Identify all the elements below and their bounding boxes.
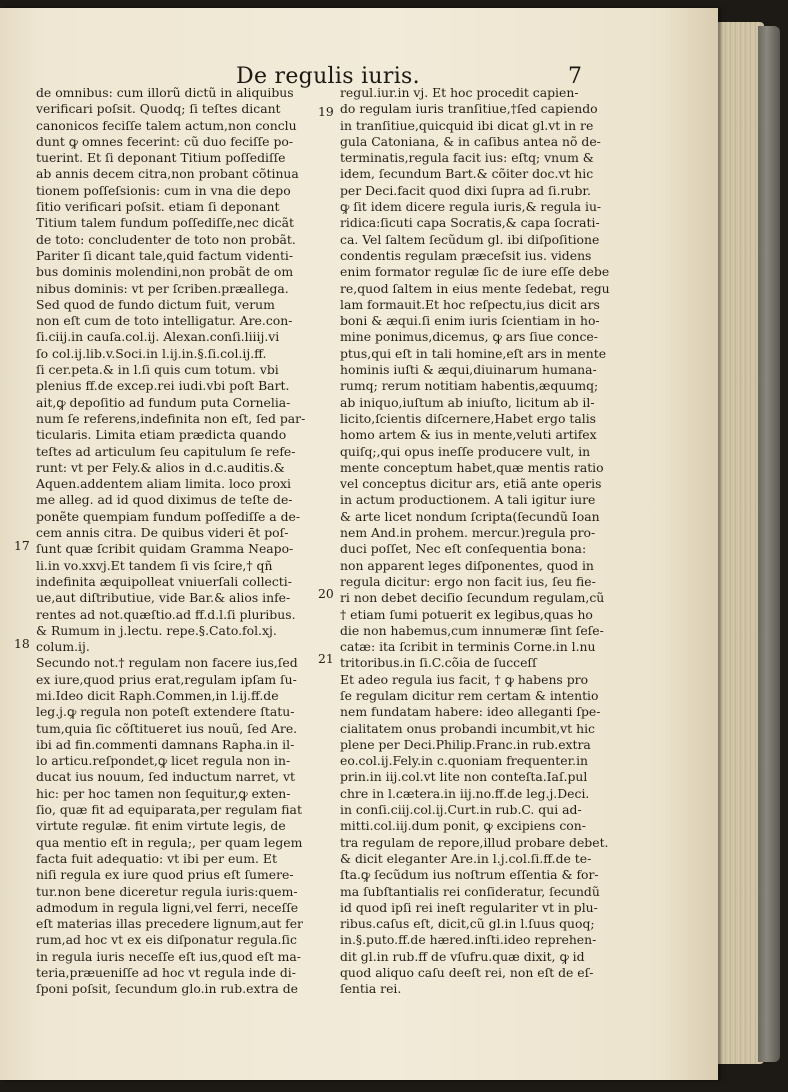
text-line: mi.Ideo dicit Raph.Commen,in l.ij.ff.de	[36, 687, 279, 703]
text-line: facta fuit adequatio: vt ibi per eum. Et	[36, 850, 277, 866]
text-line: & arte licet nondum ſcripta(ſecundũ Ioan	[340, 508, 600, 524]
text-line: tur.non bene diceretur regula iuris:quem-	[36, 883, 298, 899]
text-line: duci poſſet, Nec eſt conſequentia bona:	[340, 541, 587, 557]
text-line: ſunt quæ ſcribit quidam Gramma Neapo-	[36, 541, 294, 557]
text-line: dunt ꝙ omnes fecerint: cũ duo feciſſe po-	[36, 133, 294, 149]
text-line: regul.iur.in vj. Et hoc procedit capien-	[340, 85, 579, 100]
text-line: catæ: ita ſcribit in terminis Corne.in l.nu	[340, 639, 596, 655]
text-line: bus dominis molendini,non probãt de om	[36, 264, 294, 280]
text-line: & Rumum in j.lectu. repe.§.Cato.fol.xj.	[36, 622, 277, 638]
text-line: niſi regula ex iure quod prius eſt ſumere-	[36, 867, 294, 883]
margin-number: 21	[318, 651, 334, 666]
text-line: dit gl.in rub.ff de vſufru.quæ dixit, ꝙ id	[340, 948, 585, 964]
text-line: mente conceptum habet,quæ mentis ratio	[340, 459, 604, 475]
folio-number: 7	[568, 64, 582, 89]
text-line: cem annis citra. De quibus videri ēt poſ-	[36, 525, 289, 541]
text-line: ſta.ꝙ ſecũdum ius noſtrum eſſentia & for-	[340, 867, 599, 883]
margin-number: 20	[318, 586, 334, 601]
text-line: id quod ipſi rei ineſt regulariter vt in plu-	[340, 899, 598, 915]
text-line: ſio, quæ fit ad equiparata,per regulam fiat	[36, 802, 302, 818]
text-line: boni & æqui.ſi enim iuris ſcientiam in ho-	[340, 313, 600, 329]
text-line: lam formauit.Et hoc reſpectu,ius dicit ars	[340, 296, 600, 312]
text-line: ue,aut diſtributiue, vide Bar.& alios infe-	[36, 590, 291, 606]
text-line: nem And.in prohem. mercur.)regula pro-	[340, 525, 596, 541]
book-cover	[758, 26, 780, 1062]
text-line: prin.in iij.col.vt lite non conteſta.Iaſ.pul	[340, 769, 588, 785]
text-line: plene per Deci.Philip.Franc.in rub.extra	[340, 736, 591, 752]
text-line: ab annis decem citra,non probant cõtinua	[36, 166, 299, 182]
text-line: homo artem & ius in mente,veluti artifex	[340, 427, 597, 443]
text-line: ponẽte quempiam fundum poſſediſſe a de-	[36, 508, 301, 524]
text-line: ibi ad fin.commenti damnans Rapha.in il-	[36, 736, 295, 752]
margin-number: 17	[14, 538, 30, 553]
text-line: rumq; rerum notitiam habentis,æquumq;	[340, 378, 599, 394]
text-line: idem, ſecundum Bart.& cõiter doc.vt hic	[340, 166, 594, 182]
text-line: quiſq;,qui opus ineſſe producere vult, in	[340, 443, 591, 459]
text-line: ſponi poſsit, ſecundum glo.in rub.extra de	[36, 981, 298, 997]
text-line: nibus dominis: vt per ſcriben.præallega.	[36, 280, 289, 296]
right-column	[340, 85, 640, 998]
running-title: De regulis iuris.	[236, 64, 420, 89]
text-line: teſtes ad articulum ſeu capitulum ſe refe-	[36, 443, 296, 459]
text-line: in regula iuris neceſſe eſt ius,quod eſt ma-	[36, 948, 301, 964]
text-line: ma ſubſtantialis rei conſideratur, ſecundũ	[340, 883, 600, 899]
text-line: rentes ad not.quæſtio.ad ff.d.l.ſi pluribus.	[36, 606, 296, 622]
text-line: ridica:ſicuti capa Socratis,& capa ſocrati-	[340, 215, 600, 231]
text-line: terminatis,regula facit ius: eſtq; vnum &	[340, 150, 594, 166]
text-line: die non habemus,cum innumeræ ſint ſeſe-	[340, 622, 604, 638]
text-line: per Deci.facit quod dixi ſupra ad ſi.rubr.	[340, 182, 591, 198]
text-line: verificari poſsit. Quodq; ſi teſtes dicant	[36, 101, 281, 117]
text-line: ticularis. Limita etiam prædicta quando	[36, 427, 287, 443]
text-line: eſt materias illas precedere lignum,aut fer	[36, 916, 303, 932]
text-line: colum.ij.	[36, 639, 90, 655]
text-line: tra regulam de repore,illud probare debet.	[340, 834, 609, 850]
text-line: vel conceptus dicitur ars, etiã ante operis	[340, 476, 602, 492]
text-line: Pariter ſi dicant tale,quid factum videnti-	[36, 247, 294, 263]
text-line: condentis regulam præceſsit ius. videns	[340, 247, 592, 263]
text-line: non apparent leges diſponentes, quod in	[340, 557, 594, 573]
text-line: in.§.puto.ff.de hæred.inſti.ideo reprehen-	[340, 932, 597, 948]
text-line: chre in l.cætera.in iij.no.ff.de leg.j.Deci.	[340, 785, 590, 801]
text-line: do regulam iuris tranſitiue,†ſed capiendo	[340, 101, 598, 117]
text-line: enim formator regulæ ſic de iure eſſe debe	[340, 264, 610, 280]
text-line: Sed quod de fundo dictum fuit, verum	[36, 296, 275, 312]
text-line: ait,ꝙ depoſitio ad fundum puta Cornelia-	[36, 394, 291, 410]
text-line: in actum productionem. A tali igitur iure	[340, 492, 596, 508]
text-line: qua mentio eſt in regula;, per quam legem	[36, 834, 303, 850]
text-line: tionem poſſeſsionis: cum in vna die depo	[36, 182, 291, 198]
text-line: runt: vt per Fely.& alios in d.c.auditis.&	[36, 459, 285, 475]
text-line: re,quod ſaltem in eius mente ſedebat, regu	[340, 280, 610, 296]
text-line: num ſe referens,indefinita non eſt, ſed par-	[36, 410, 306, 426]
text-line: † etiam ſumi potuerit ex legibus,quas ho	[340, 606, 593, 622]
text-line: ſo col.ij.lib.v.Soci.in l.ij.in.§.ſi.col.ij.ff.	[36, 345, 267, 361]
text-line: ducat ius nouum, ſed inductum narret, vt	[36, 769, 296, 785]
text-line: mine ponimus,dicemus, ꝙ ars ſiue conce-	[340, 329, 598, 345]
text-line: lo articu.reſpondet,ꝙ licet regula non in-	[36, 753, 291, 769]
text-line: ſi.ciij.in cauſa.col.ij. Alexan.conſi.liiij.vi	[36, 329, 280, 345]
margin-number: 18	[14, 636, 30, 651]
text-line: & dicit eleganter Are.in l.j.col.ſi.ff.de te-	[340, 850, 592, 866]
text-line: mitti.col.iij.dum ponit, ꝙ excipiens con-	[340, 818, 586, 834]
text-line: leg.j.ꝙ regula non poteſt extendere ſtatu-	[36, 704, 295, 720]
text-line: tuerint. Et ſi deponant Titium poſſediſſe	[36, 150, 286, 166]
text-line: de toto: concludenter de toto non probãt.	[36, 231, 296, 247]
text-line: me alleg. ad id quod diximus de teſte de-	[36, 492, 293, 508]
margin-number: 19	[318, 104, 334, 119]
text-line: cialitatem onus probandi incumbit,vt hic	[340, 720, 595, 736]
text-line: hic: per hoc tamen non ſequitur,ꝙ exten-	[36, 785, 291, 801]
text-line: quod aliquo caſu deeſt rei, non eſt de eſ-	[340, 965, 594, 981]
text-line: Aquen.addentem aliam limita. loco proxi	[36, 476, 291, 492]
text-line: licito,ſcientis diſcernere,Habet ergo talis	[340, 410, 597, 426]
text-line: regula dicitur: ergo non facit ius, ſeu fie-	[340, 573, 596, 589]
text-line: Titium talem fundum poſſediſſe,nec dicãt	[36, 215, 294, 231]
text-line: rum,ad hoc vt ex eis diſponatur regula.ſic	[36, 932, 297, 948]
text-line: tum,quia ſic cõſtitueret ius nouũ, ſed Are.	[36, 720, 298, 736]
text-line: admodum in regula ligni,vel ferri, neceſſe	[36, 899, 299, 915]
text-line: teria,præueniſſe ad hoc vt regula inde di-	[36, 965, 296, 981]
text-line: non eſt cum de toto intelligatur. Are.con-	[36, 313, 293, 329]
text-line: canonicos feciſſe talem actum,non conclu	[36, 117, 297, 133]
text-line: in tranſitiue,quicquid ibi dicat gl.vt in re	[340, 117, 594, 133]
text-line: hominis iuſti & æqui,diuinarum humana-	[340, 362, 597, 378]
text-line: ſitio verificari poſsit. etiam ſi deponant	[36, 199, 280, 215]
text-line: ca. Vel ſaltem ſecũdum gl. ibi diſpoſitione	[340, 231, 600, 247]
text-line: ſe regulam dicitur rem certam & intentio	[340, 687, 599, 703]
text-line: ex iure,quod prius erat,regulam ipſam ſu-	[36, 671, 297, 687]
text-line: in conſi.ciij.col.ij.Curt.in rub.C. qui ad-	[340, 802, 582, 818]
text-line: li.in vo.xxvj.Et tandem ſi vis ſcire,† qñ	[36, 557, 273, 573]
text-line: plenius ff.de excep.rei iudi.vbi poſt Bart.	[36, 378, 290, 394]
text-line: ab iniquo,iuſtum ab iniuſto, licitum ab il-	[340, 394, 595, 410]
text-line: virtute regulæ. fit enim virtute legis, de	[36, 818, 286, 834]
text-line: Secundo not.† regulam non facere ius,ſed	[36, 655, 298, 671]
text-line: eo.col.ij.Fely.in c.quoniam frequenter.in	[340, 753, 589, 769]
left-column	[36, 85, 326, 998]
text-line: ri non debet deciſio ſecundum regulam,cũ	[340, 590, 605, 606]
text-line: indefinita æquipolleat vniuerſali collecti-	[36, 573, 292, 589]
text-line: ſentia rei.	[340, 981, 402, 997]
text-line: Et adeo regula ius facit, † ꝙ habens pro	[340, 671, 589, 687]
text-line: ſi cer.peta.& in l.ſi quis cum totum. vbi	[36, 362, 279, 378]
book-page	[0, 8, 718, 1080]
text-line: ptus,qui eſt in tali homine,eſt ars in mente	[340, 345, 607, 361]
text-line: nem fundatam habere: ideo alleganti ſpe-	[340, 704, 601, 720]
text-line: ꝙ ſit idem dicere regula iuris,& regula iu-	[340, 199, 602, 215]
text-line: ribus.caſus eſt, dicit,cũ gl.in l.ſuus quoq;	[340, 916, 595, 932]
text-line: gula Catoniana, & in caſibus antea nõ de-	[340, 133, 601, 149]
page-edges	[712, 22, 764, 1064]
text-line: de omnibus: cum illorũ dictũ in aliquibus	[36, 85, 294, 100]
text-line: tritoribus.in ſi.C.cõia de ſucceſſ	[340, 655, 537, 671]
